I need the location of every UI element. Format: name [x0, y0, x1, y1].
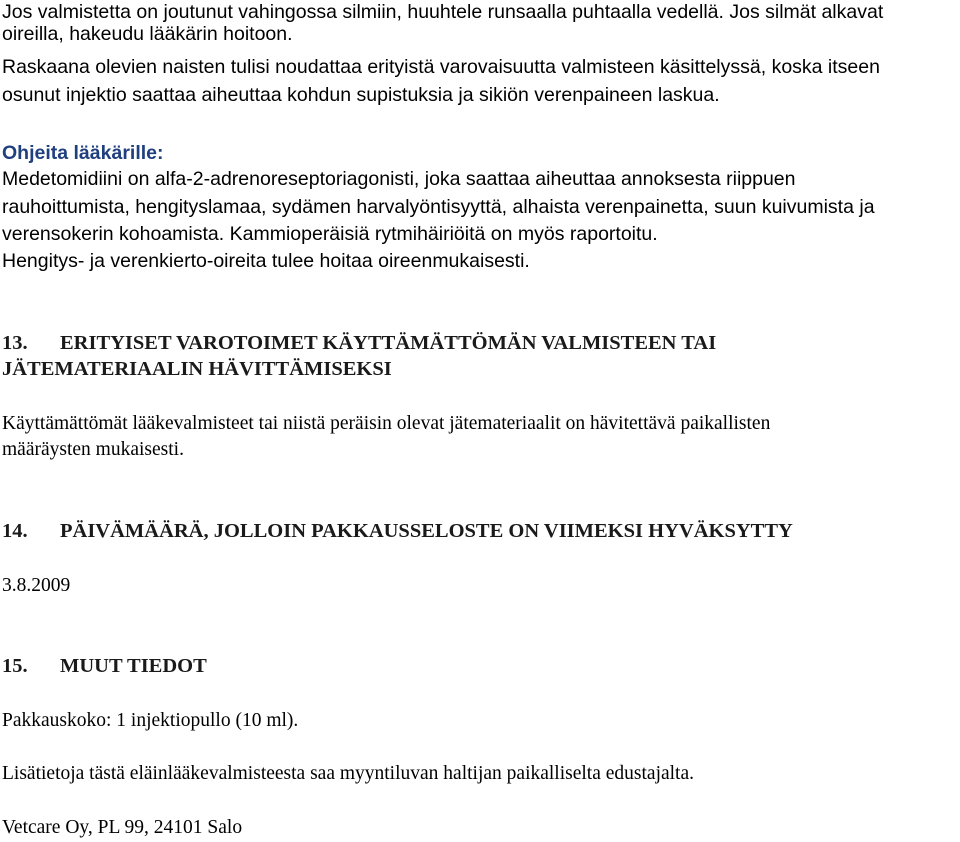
doctors-line-3: verensokerin kohoamista. Kammioperäisiä rytmihäiriöitä on myös raportoitu.: [2, 223, 658, 245]
section-13-body-line-1: Käyttämättömät lääkevalmisteet tai niistä peräisin olevat jätemateriaalit on hävitettävä paikallisten: [2, 413, 771, 434]
section-14-date: 3.8.2009: [2, 575, 71, 596]
section-13-body-line-2: määräysten mukaisesti.: [2, 439, 184, 460]
section-15-title-line: [2, 653, 207, 679]
warning-line-1: Jos valmistetta on joutunut vahingossa silmiin, huuhtele runsaalla puhtaalla vedellä. Jos silmät alkavat: [2, 1, 884, 23]
section-15-package: Pakkauskoko: 1 injektiopullo (10 ml).: [2, 710, 299, 731]
section-14-title-line: [2, 518, 793, 544]
warning-line-2: oireilla, hakeudu lääkärin hoitoon.: [2, 23, 293, 45]
warning-line-3: Raskaana olevien naisten tulisi noudattaa erityistä varovaisuutta valmisteen käsittelyssä, koska itseen: [2, 56, 880, 78]
doctors-line-2: rauhoittumista, hengityslamaa, sydämen harvalyöntisyyttä, alhaista verenpainetta, suun kuivumista ja: [2, 196, 875, 218]
section-15-address: Vetcare Oy, PL 99, 24101 Salo: [2, 817, 243, 838]
doctors-line-4: Hengitys- ja verenkierto-oireita tulee hoitaa oireenmukaisesti.: [2, 250, 530, 272]
warning-line-4: osunut injektio saattaa aiheuttaa kohdun supistuksia ja sikiön verenpaineen laskua.: [2, 84, 720, 106]
section-15-info: Lisätietoja tästä eläinlääkevalmisteesta saa myyntiluvan haltijan paikalliselta edustajalta.: [2, 763, 695, 784]
doctors-heading: Ohjeita lääkärille:: [2, 142, 164, 164]
section-13-title-line-2: JÄTEMATERIAALIN HÄVITTÄMISEKSI: [2, 358, 392, 380]
section-14-number: 14.: [2, 520, 28, 542]
section-14-title: PÄIVÄMÄÄRÄ, JOLLOIN PAKKAUSSELOSTE ON VIIMEKSI HYVÄKSYTTY: [60, 520, 793, 542]
section-13-title: ERITYISET VAROTOIMET KÄYTTÄMÄTTÖMÄN VALMISTEEN TAI: [60, 332, 717, 354]
doctors-line-1: Medetomidiini on alfa-2-adrenoreseptoriagonisti, joka saattaa aiheuttaa annoksesta riippuen: [2, 168, 796, 190]
section-15-number: 15.: [2, 655, 28, 677]
section-13-title-line-1: [2, 330, 716, 356]
section-13-number: 13.: [2, 332, 28, 354]
section-15-title: MUUT TIEDOT: [60, 655, 207, 677]
